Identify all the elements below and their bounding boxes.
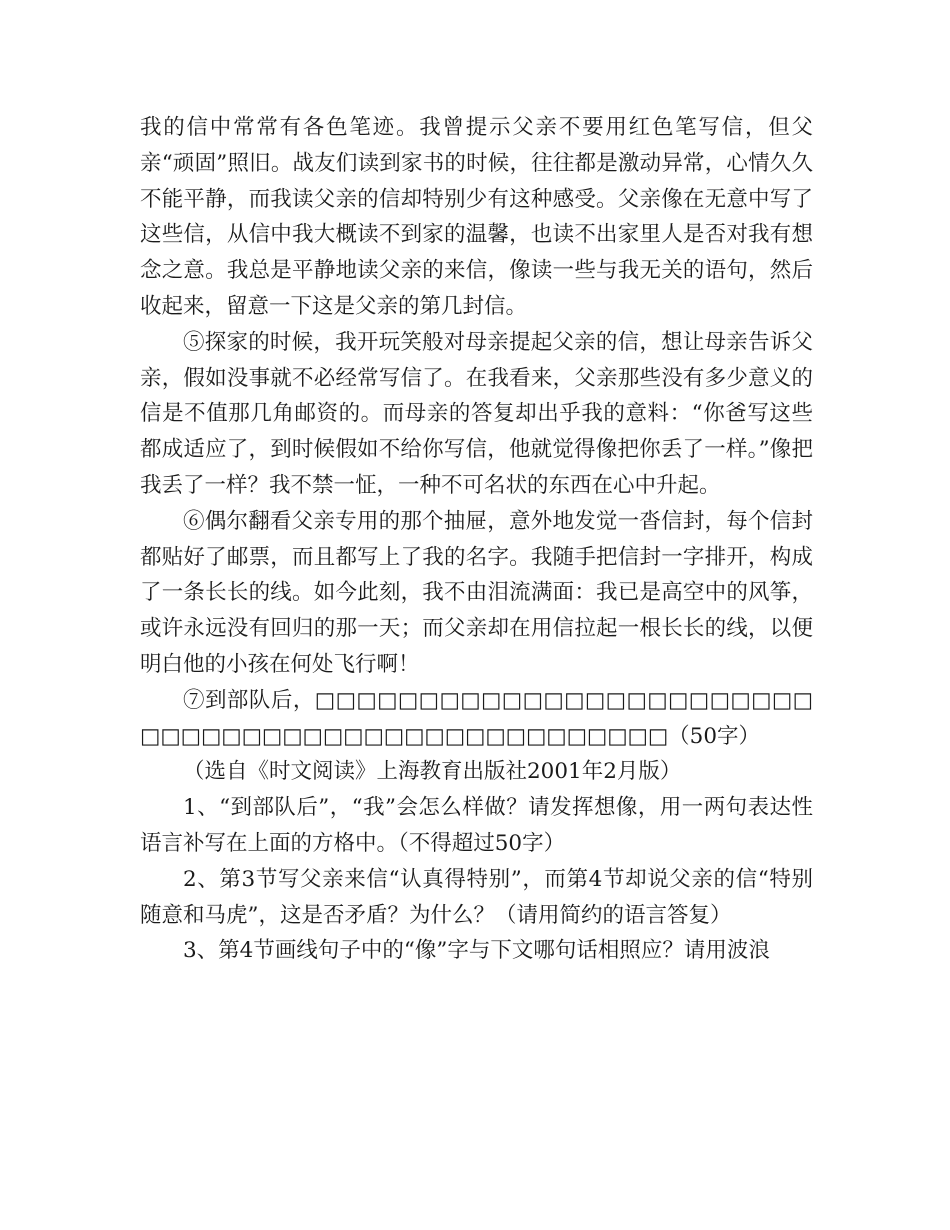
question-3: 3、第4节画线句子中的“像”字与下文哪句话相照应？请用波浪 [183,938,770,964]
question-1: 1、“到部队后”，“我”会怎么样做？请发挥想像，用一两句表达性语言补写在上面的方格中。（不得超过50字） [140,795,813,856]
source-citation: （选自《时文阅读》上海教育出版社2001年2月版） [183,759,682,785]
question-2: 2、第3节写父亲来信“认真得特别”，而第4节却说父亲的信“特别随意和马虎”，这是否矛盾？为什么？（请用简约的语言答复） [140,866,813,928]
paragraph-6: ⑥偶尔翻看父亲专用的那个抽屉，意外地发觉一沓信封，每个信封都贴好了邮票，而且都写上了我的名字。我随手把信封一字排开，构成了一条长长的线。如今此刻，我不由泪流满面：我已是高空中的风筝，或许永远没有回归的那一天；而父亲却在用信拉起一根长长的线，以便明白他的小孩在何处飞行啊！ [140,508,813,677]
document-page [140,110,813,969]
paragraph-4-continued: 我的信中常常有各色笔迹。我曾提示父亲不要用红色笔写信，但父亲“顽固”照旧。战友们读到家书的时候，往往都是激动异常，心情久久不能平静，而我读父亲的信却特别少有这种感受。父亲像在无意中写了这些信，从信中我大概读不到家的温馨，也读不出家里人是否对我有想念之意。我总是平静地读父亲的来信，像读一些与我无关的语句，然后收起来，留意一下这是父亲的第几封信。 [140,115,813,319]
paragraph-5: ⑤探家的时候，我开玩笑般对母亲提起父亲的信，想让母亲告诉父亲，假如没事就不必经常写信了。在我看来，父亲那些没有多少意义的信是不值那几角邮资的。而母亲的答复却出乎我的意料：“你爸写这些都成适应了，到时候假如不给你写信，他就觉得像把你丢了一样。”像把我丢了一样？我不禁一怔，一种不可名状的东西在心中升起。 [140,329,813,498]
paragraph-7-blank-boxes: ⑦到部队后，□□□□□□□□□□□□□□□□□□□□□□□□□□□□□□□□□□□□□□□□□□□□□□□□□□（50字） [140,687,813,749]
